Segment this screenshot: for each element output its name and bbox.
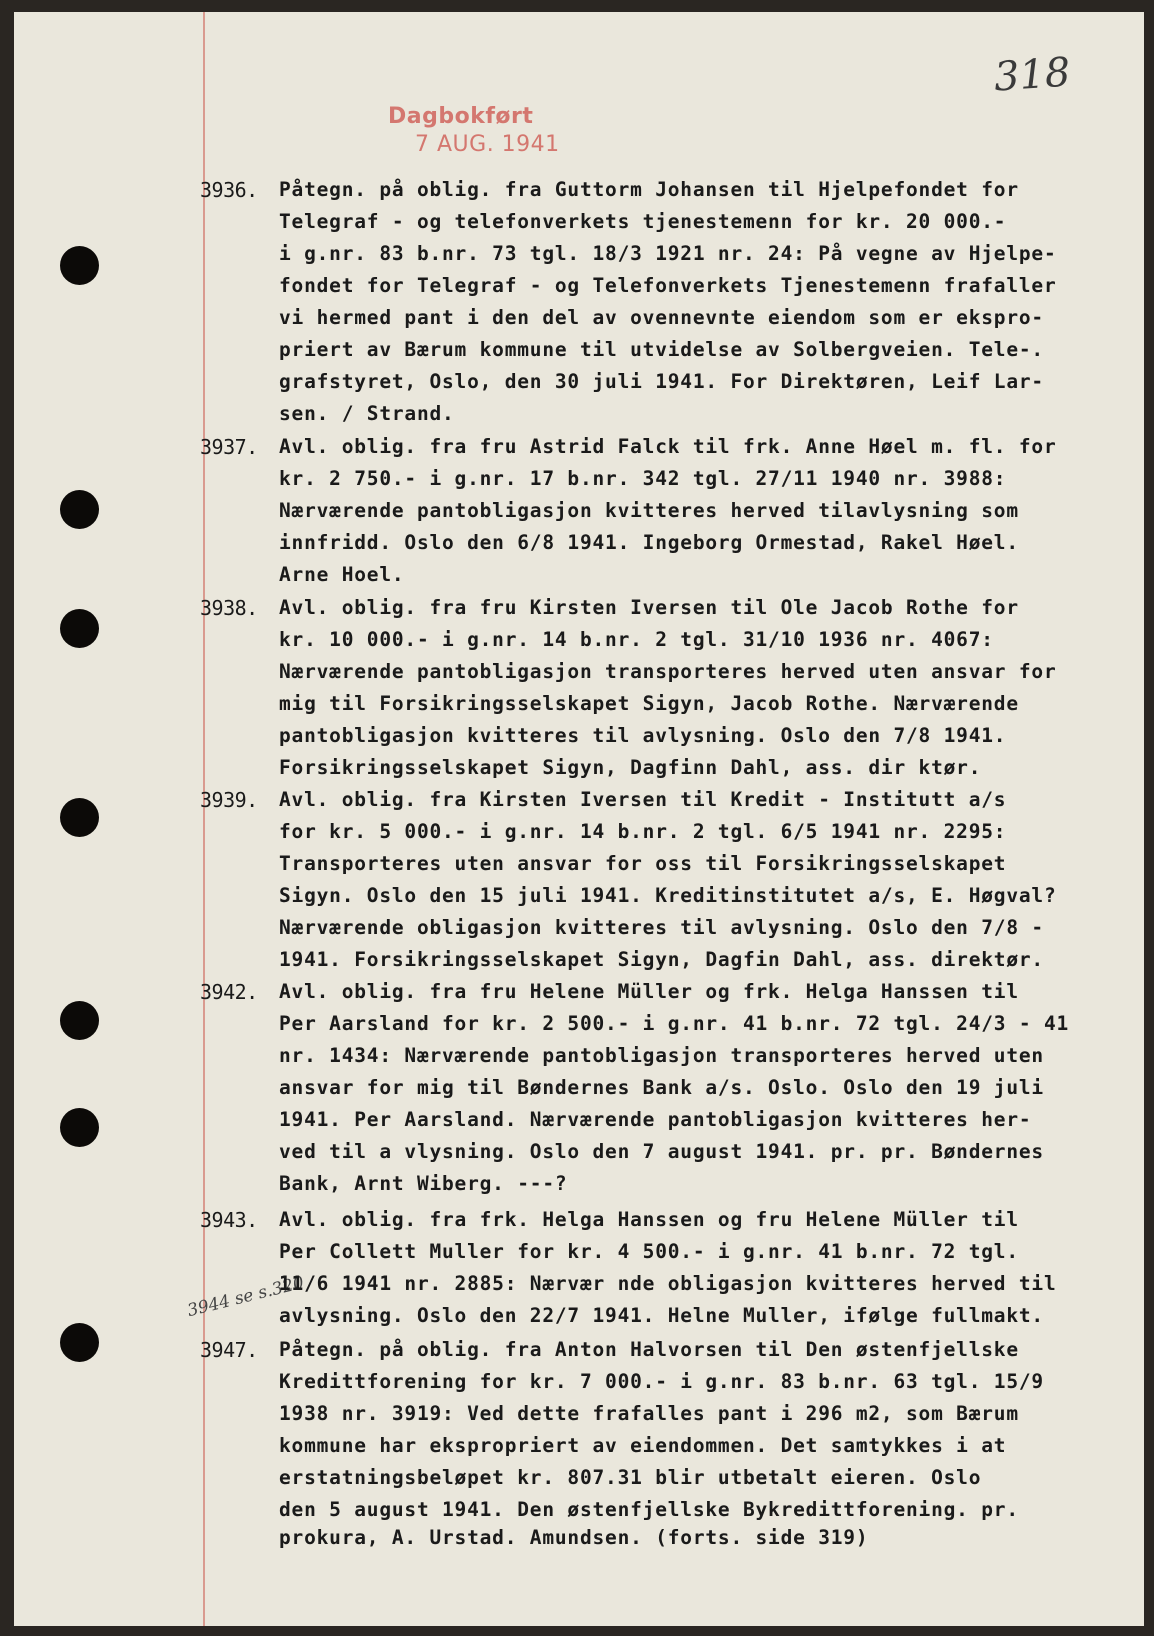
binder-hole [60,1001,99,1040]
ledger-page [14,12,1144,1626]
entry-line: 1941. Per Aarsland. Nærværende pantobligasjon kvitteres her- [279,1108,1032,1131]
entry-line: Nærværende obligasjon kvitteres til avlysning. Oslo den 7/8 - [279,916,1044,939]
entry-line: innfridd. Oslo den 6/8 1941. Ingeborg Ormestad, Rakel Høel. [279,531,1019,554]
entry-line: Bank, Arnt Wiberg. ---? [279,1172,568,1195]
entry-line: kr. 2 750.- i g.nr. 17 b.nr. 342 tgl. 27/11 1940 nr. 3988: [279,467,1007,490]
entry-line: Forsikringsselskapet Sigyn, Dagfinn Dahl, ass. dir ktør. [279,756,982,779]
binder-hole [60,609,99,648]
entry-line: Avl. oblig. fra fru Astrid Falck til frk. Anne Høel m. fl. for [279,435,1057,458]
entry-line: Påtegn. på oblig. fra Anton Halvorsen til Den østenfjellske [279,1338,1019,1361]
entry-line: erstatningsbeløpet kr. 807.31 blir utbetalt eieren. Oslo [279,1466,982,1489]
entry-line: mig til Forsikringsselskapet Sigyn, Jacob Rothe. Nærværende [279,692,1019,715]
entry-line: avlysning. Oslo den 22/7 1941. Helne Muller, ifølge fullmakt. [279,1304,1044,1327]
entry-line: prokura, A. Urstad. Amundsen. (forts. side 319) [279,1526,869,1549]
entry-line: fondet for Telegraf - og Telefonverkets Tjenestemenn frafaller [279,274,1057,297]
stamp-title: Dagbokført [388,104,534,129]
entry-number: 3936. [200,178,258,202]
entry-number: 3947. [200,1338,258,1362]
entry-number: 3942. [200,980,258,1004]
entry-line: nr. 1434: Nærværende pantobligasjon transporteres herved uten [279,1044,1044,1067]
entry-line: pantobligasjon kvitteres til avlysning. Oslo den 7/8 1941. [279,724,1007,747]
entry-line: Avl. oblig. fra frk. Helga Hanssen og fru Helene Müller til [279,1208,1019,1231]
binder-hole [60,1323,99,1362]
entry-line: ansvar for mig til Bøndernes Bank a/s. Oslo. Oslo den 19 juli [279,1076,1044,1099]
entry-line: Avl. oblig. fra fru Helene Müller og frk. Helga Hanssen til [279,980,1019,1003]
binder-hole [60,798,99,837]
entry-number: 3939. [200,788,258,812]
entry-line: Arne Hoel. [279,563,405,586]
entry-line: Sigyn. Oslo den 15 juli 1941. Kreditinstitutet a/s, E. Høgval? [279,884,1057,907]
entry-line: 1938 nr. 3919: Ved dette frafalles pant i 296 m2, som Bærum [279,1402,1019,1425]
entry-line: vi hermed pant i den del av ovennevnte eiendom som er ekspro- [279,306,1044,329]
entry-line: 1941. Forsikringsselskapet Sigyn, Dagfin Dahl, ass. direktør. [279,948,1044,971]
entry-line: kr. 10 000.- i g.nr. 14 b.nr. 2 tgl. 31/10 1936 nr. 4067: [279,628,994,651]
entry-line: i g.nr. 83 b.nr. 73 tgl. 18/3 1921 nr. 24: På vegne av Hjelpe- [279,242,1057,265]
entry-line: Per Aarsland for kr. 2 500.- i g.nr. 41 b.nr. 72 tgl. 24/3 - 41 [279,1012,1070,1035]
binder-hole [60,246,99,285]
entry-number: 3943. [200,1208,258,1232]
entry-line: grafstyret, Oslo, den 30 juli 1941. For Direktøren, Leif Lar- [279,370,1044,393]
entry-line: Kredittforening for kr. 7 000.- i g.nr. 83 b.nr. 63 tgl. 15/9 [279,1370,1044,1393]
entry-line: priert av Bærum kommune til utvidelse av Solbergveien. Tele-. [279,338,1044,361]
entry-line: Nærværende pantobligasjon transporteres herved uten ansvar for [279,660,1057,683]
stamp-date: 7 AUG. 1941 [415,132,560,157]
entry-line: Per Collett Muller for kr. 4 500.- i g.nr. 41 b.nr. 72 tgl. [279,1240,1019,1263]
entry-line: den 5 august 1941. Den østenfjellske Bykredittforening. pr. [279,1498,1019,1521]
entry-line: Nærværende pantobligasjon kvitteres herved tilavlysning som [279,499,1019,522]
entry-line: Avl. oblig. fra Kirsten Iversen til Kredit - Institutt a/s [279,788,1007,811]
entry-line: ved til a vlysning. Oslo den 7 august 1941. pr. pr. Bøndernes [279,1140,1044,1163]
entry-line: sen. / Strand. [279,402,455,425]
entry-line: kommune har ekspropriert av eiendommen. Det samtykkes i at [279,1434,1007,1457]
page-number: 318 [992,49,1072,101]
entry-line: Telegraf - og telefonverkets tjenestemenn for kr. 20 000.- [279,210,1007,233]
entry-line: Påtegn. på oblig. fra Guttorm Johansen til Hjelpefondet for [279,178,1019,201]
binder-hole [60,490,99,529]
margin-line [203,12,205,1626]
entry-line: Avl. oblig. fra fru Kirsten Iversen til Ole Jacob Rothe for [279,596,1019,619]
binder-hole [60,1108,99,1147]
margin-note: 3944 se s.320 [185,1272,307,1322]
entry-line: 11/6 1941 nr. 2885: Nærvær nde obligasjon kvitteres herved til [279,1272,1057,1295]
entry-number: 3937. [200,435,258,459]
entry-number: 3938. [200,596,258,620]
entry-line: Transporteres uten ansvar for oss til Forsikringsselskapet [279,852,1007,875]
entry-line: for kr. 5 000.- i g.nr. 14 b.nr. 2 tgl. 6/5 1941 nr. 2295: [279,820,1007,843]
